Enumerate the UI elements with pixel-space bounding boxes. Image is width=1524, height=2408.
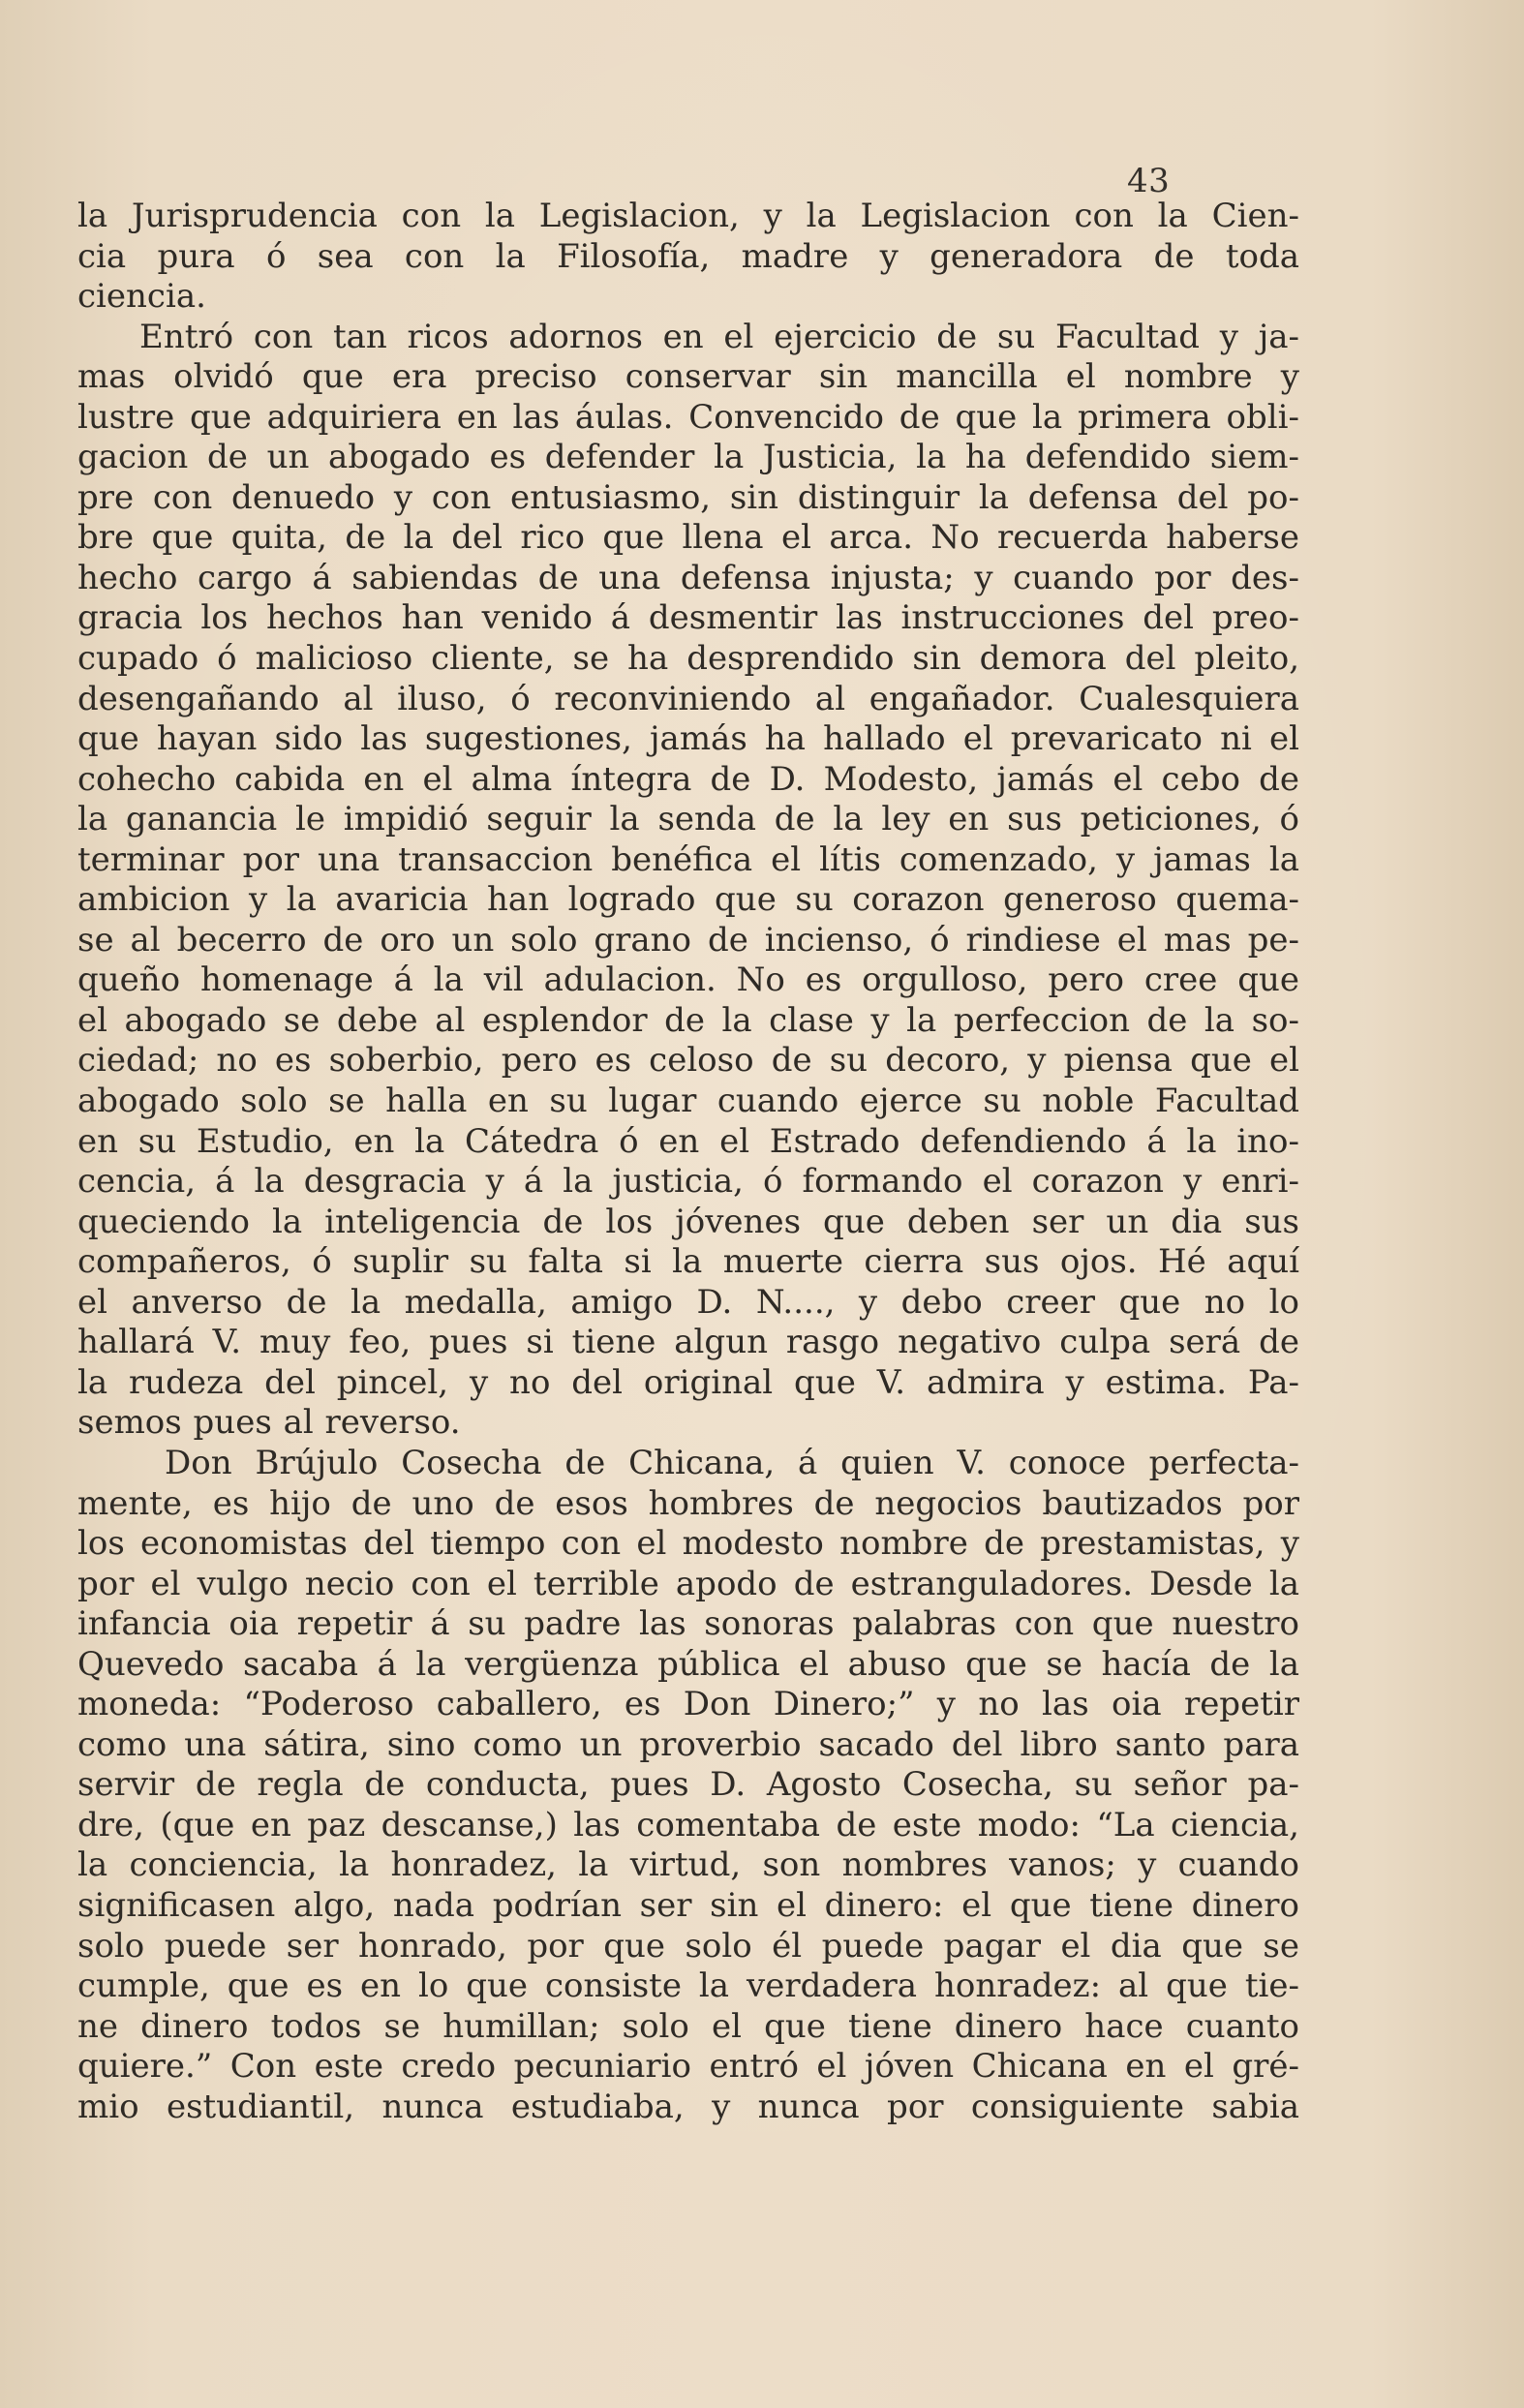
text-line: ambicion y la avaricia han logrado que su corazon generoso quema- [77, 880, 1299, 920]
text-line: mio estudiantil, nunca estudiaba, y nunca por consiguiente sabia [77, 2087, 1299, 2126]
text-line: mente, es hijo de uno de esos hombres de negocios bautizados por [77, 1483, 1299, 1523]
text-line: ne dinero todos se humillan; solo el que tiene dinero hace cuanto [77, 2006, 1299, 2046]
text-line: bre que quita, de la del rico que llena el arca. No recuerda haberse [77, 518, 1299, 558]
text-line: compañeros, ó suplir su falta si la muerte cierra sus ojos. Hé aquí [77, 1242, 1299, 1282]
text-line: cumple, que es en lo que consiste la verdadera honradez: al que tie- [77, 1966, 1299, 2006]
text-line: Quevedo sacaba á la vergüenza pública el abuso que se hacía de la [77, 1644, 1299, 1684]
text-line: queciendo la inteligencia de los jóvenes que deben ser un dia sus [77, 1202, 1299, 1241]
text-line: la rudeza del pincel, y no del original que V. admira y estima. Pa- [77, 1362, 1299, 1402]
text-line: moneda: “Poderoso caballero, es Don Dinero;” y no las oia repetir [77, 1685, 1299, 1724]
text-line: la Jurisprudencia con la Legislacion, y la Legislacion con la Cien- [77, 197, 1299, 235]
text-line: Don Brújulo Cosecha de Chicana, á quien V. conoce perfecta- [165, 1443, 1299, 1482]
text-line: se al becerro de oro un solo grano de incienso, ó rindiese el mas pe- [77, 920, 1299, 960]
text-line: infancia oia repetir á su padre las sonoras palabras con que nuestro [77, 1604, 1299, 1644]
text-line: lustre que adquiriera en las áulas. Convencido de que la primera obli- [77, 397, 1299, 437]
text-line: cohecho cabida en el alma íntegra de D. Modesto, jamás el cebo de [77, 759, 1299, 799]
text-line: hecho cargo á sabiendas de una defensa injusta; y cuando por des- [77, 558, 1299, 597]
text-line: por el vulgo necio con el terrible apodo de estranguladores. Desde la [77, 1564, 1299, 1603]
text-line: terminar por una transaccion benéfica el lítis comenzado, y jamas la [77, 839, 1299, 879]
text-line: significasen algo, nada podrían ser sin el dinero: el que tiene dinero [77, 1885, 1299, 1925]
text-line: el anverso de la medalla, amigo D. N...., y debo creer que no lo [77, 1282, 1299, 1322]
text-line: la ganancia le impidió seguir la senda de la ley en sus peticiones, ó [77, 800, 1299, 839]
text-line: queño homenage á la vil adulacion. No es orgulloso, pero cree que [77, 960, 1299, 1000]
text-line: los economistas del tiempo con el modesto nombre de prestamistas, y [77, 1524, 1299, 1564]
text-line: pre con denuedo y con entusiasmo, sin distinguir la defensa del po- [77, 477, 1299, 517]
text-line: dre, (que en paz descanse,) las comentaba de este modo: “La ciencia, [77, 1805, 1299, 1844]
text-line: mas olvidó que era preciso conservar sin mancilla el nombre y [77, 357, 1299, 397]
text-line: hallará V. muy feo, pues si tiene algun rasgo negativo culpa será de [77, 1323, 1299, 1362]
text-line: servir de regla de conducta, pues D. Agosto Cosecha, su señor pa- [77, 1765, 1299, 1805]
text-line: semos pues al reverso. [77, 1403, 461, 1443]
text-line: cupado ó malicioso cliente, se ha desprendido sin demora del pleito, [77, 639, 1299, 679]
text-line: solo puede ser honrado, por que solo él puede pagar el dia que se [77, 1926, 1299, 1966]
text-line: ciencia. [77, 277, 206, 317]
text-line: gacion de un abogado es defender la Justicia, la ha defendido siem- [77, 438, 1299, 477]
text-line: cia pura ó sea con la Filosofía, madre y generadora de toda [77, 236, 1299, 276]
page-number: 43 [1127, 162, 1171, 200]
text-line: en su Estudio, en la Cátedra ó en el Estrado defendiendo á la ino- [77, 1121, 1299, 1161]
body-text [77, 197, 1299, 2127]
text-line: desengañando al iluso, ó reconviniendo al engañador. Cualesquiera [77, 679, 1299, 718]
text-line: Entró con tan ricos adornos en el ejercicio de su Facultad y ja- [139, 317, 1299, 356]
text-line: abogado solo se halla en su lugar cuando ejerce su noble Facultad [77, 1082, 1299, 1121]
text-line: la conciencia, la honradez, la virtud, son nombres vanos; y cuando [77, 1845, 1299, 1885]
text-line: gracia los hechos han venido á desmentir las instrucciones del preo- [77, 598, 1299, 638]
text-line: cencia, á la desgracia y á la justicia, ó formando el corazon y enri- [77, 1162, 1299, 1202]
text-line: ciedad; no es soberbio, pero es celoso de su decoro, y piensa que el [77, 1041, 1299, 1081]
text-line: quiere.” Con este credo pecuniario entró el jóven Chicana en el gré- [77, 2047, 1299, 2087]
text-line: el abogado se debe al esplendor de la clase y la perfeccion de la so- [77, 1000, 1299, 1040]
text-line: que hayan sido las sugestiones, jamás ha hallado el prevaricato ni el [77, 719, 1299, 759]
text-line: como una sátira, sino como un proverbio sacado del libro santo para [77, 1724, 1299, 1764]
